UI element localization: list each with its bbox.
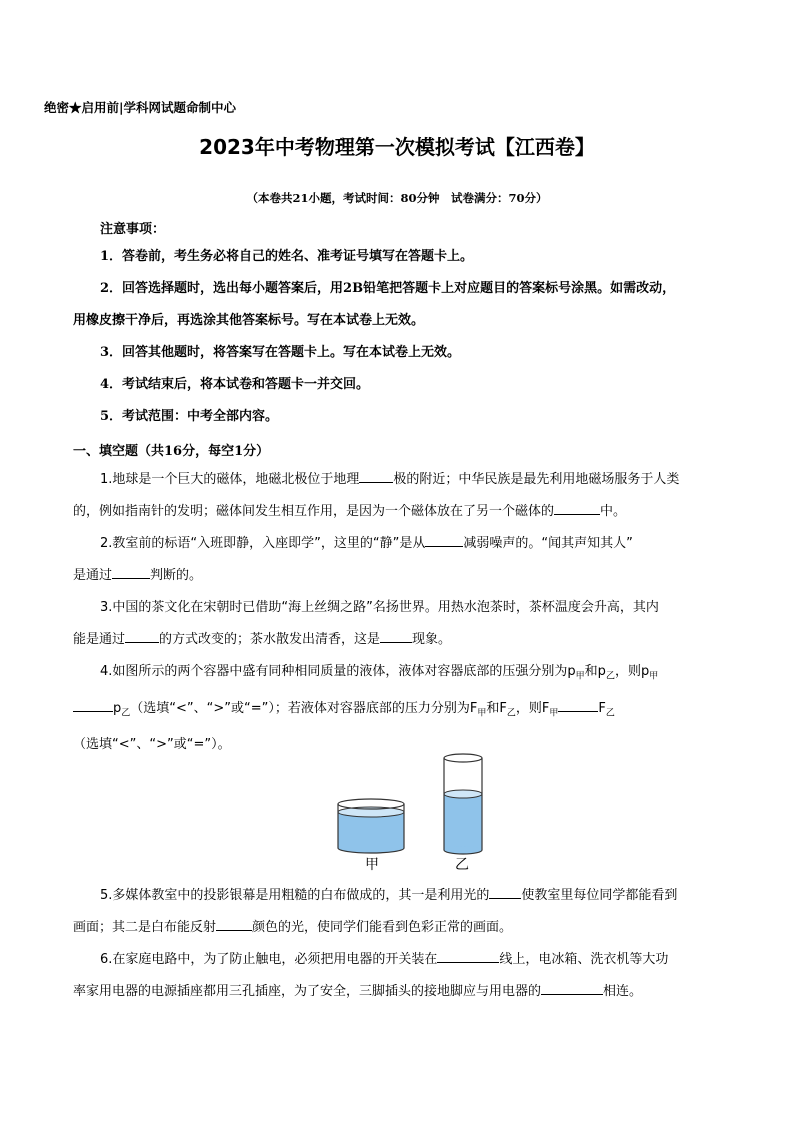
q-text: 2.教室前的标语“入班即静，入座即学”，这里的“静”是从 bbox=[100, 536, 426, 551]
q-text: p bbox=[113, 700, 122, 716]
question-2 bbox=[73, 528, 723, 592]
q-text: 3.中国的茶文化在宋朝时已借助“海上丝绸之路”名扬世界。用热水泡茶时，茶杯温度会升高，其内 bbox=[100, 600, 659, 615]
note-item-continued: 用橡皮擦干净后，再选涂其他答案标号。写在本试卷上无效。 bbox=[73, 313, 425, 328]
notes-heading: 注意事项： bbox=[100, 222, 166, 237]
question-6 bbox=[73, 944, 723, 1008]
q-text: 的方式改变的；茶水散发出清香，这是 bbox=[159, 632, 381, 647]
q-text: 率家用电器的电源插座都用三孔插座，为了安全，三脚插头的接地脚应与用电器的 bbox=[73, 984, 542, 999]
q-text: ，则p bbox=[614, 664, 650, 679]
subscript: 乙 bbox=[121, 708, 131, 719]
subscript: 甲 bbox=[477, 708, 487, 719]
q-text: （选填“<”、“>”或“=”）；若液体对容器底部的压力分别为F bbox=[130, 700, 478, 716]
subscript: 乙 bbox=[605, 671, 615, 682]
q-text: 中。 bbox=[600, 504, 627, 519]
q-text: 现象。 bbox=[412, 632, 452, 647]
subscript: 乙 bbox=[605, 708, 615, 719]
subscript: 甲 bbox=[649, 671, 659, 682]
q-text: F bbox=[598, 700, 606, 716]
answer-blank[interactable] bbox=[112, 564, 150, 579]
containers-diagram bbox=[333, 752, 493, 872]
answer-blank[interactable] bbox=[558, 697, 598, 712]
subscript: 甲 bbox=[575, 671, 585, 682]
q-text: 的，例如指南针的发明；磁体间发生相互作用，是因为一个磁体放在了另一个磁体的 bbox=[73, 504, 555, 519]
q-text: 和p bbox=[584, 664, 606, 679]
q-text: 颜色的光，使同学们能看到色彩正常的画面。 bbox=[252, 920, 513, 935]
yi-rim bbox=[444, 754, 482, 762]
answer-blank[interactable] bbox=[554, 500, 600, 515]
q-text: 减弱噪声的。“闻其声知其人” bbox=[463, 536, 633, 551]
container-figure bbox=[333, 752, 493, 872]
note-item: 1．答卷前，考生务必将自己的姓名、准考证号填写在答题卡上。 bbox=[100, 249, 474, 264]
exam-info: （本卷共21小题，考试时间：80分钟 试卷满分：70分） bbox=[246, 191, 548, 205]
question-3 bbox=[73, 592, 723, 656]
q-text: 极的附近；中华民族是最先利用地磁场服务于人类 bbox=[393, 472, 680, 487]
subscript: 甲 bbox=[549, 708, 559, 719]
yi-liquid bbox=[444, 794, 482, 850]
note-item: 4．考试结束后，将本试卷和答题卡一并交回。 bbox=[100, 377, 370, 392]
q-text: 是通过 bbox=[73, 568, 113, 583]
question-4 bbox=[73, 656, 723, 761]
note-item: 2．回答选择题时，选出每小题答案后，用2B铅笔把答题卡上对应题目的答案标号涂黑。如需改动， bbox=[100, 281, 676, 296]
label-jia: 甲 bbox=[365, 857, 379, 873]
answer-blank[interactable] bbox=[541, 980, 603, 995]
section-heading: 一、填空题（共16分，每空1分） bbox=[73, 444, 270, 459]
q-text: 能是通过 bbox=[73, 632, 126, 647]
note-item: 3．回答其他题时，将答案写在答题卡上。写在本试卷上无效。 bbox=[100, 345, 461, 360]
question-1 bbox=[73, 464, 723, 528]
q-text: 4.如图所示的两个容器中盛有同种相同质量的液体，液体对容器底部的压强分别为p bbox=[100, 664, 576, 679]
q-text: 判断的。 bbox=[150, 568, 203, 583]
q-text: 相连。 bbox=[603, 984, 643, 999]
note-item: 5．考试范围：中考全部内容。 bbox=[100, 409, 279, 424]
q-text: 和F bbox=[486, 700, 507, 716]
yi-liquid-surface bbox=[444, 790, 482, 798]
q-text: 使教室里每位同学都能看到 bbox=[521, 888, 678, 903]
answer-blank[interactable] bbox=[425, 532, 463, 547]
answer-blank[interactable] bbox=[125, 628, 159, 643]
question-5 bbox=[73, 880, 723, 944]
answer-blank[interactable] bbox=[380, 628, 412, 643]
q-text: ，则F bbox=[515, 700, 550, 716]
subscript: 乙 bbox=[506, 708, 516, 719]
q-text: 5.多媒体教室中的投影银幕是用粗糙的白布做成的，其一是利用光的 bbox=[100, 888, 490, 903]
q-text: 1.地球是一个巨大的磁体，地磁北极位于地理 bbox=[100, 472, 360, 487]
q-text: 线上，电冰箱、洗衣机等大功 bbox=[499, 952, 669, 967]
label-yi: 乙 bbox=[455, 857, 469, 873]
q-text: （选填“<”、“>”或“=”）。 bbox=[73, 737, 231, 753]
answer-blank[interactable] bbox=[489, 884, 521, 899]
answer-blank[interactable] bbox=[216, 916, 252, 931]
q-text: 6.在家庭电路中，为了防止触电，必须把用电器的开关装在 bbox=[100, 952, 438, 967]
page-title: 2023年中考物理第一次模拟考试【江西卷】 bbox=[199, 135, 595, 159]
q-text: 画面；其二是白布能反射 bbox=[73, 920, 217, 935]
answer-blank[interactable] bbox=[73, 697, 113, 712]
confidential-header: 绝密★启用前|学科网试题命制中心 bbox=[44, 100, 237, 115]
answer-blank[interactable] bbox=[359, 468, 393, 483]
answer-blank[interactable] bbox=[437, 948, 499, 963]
